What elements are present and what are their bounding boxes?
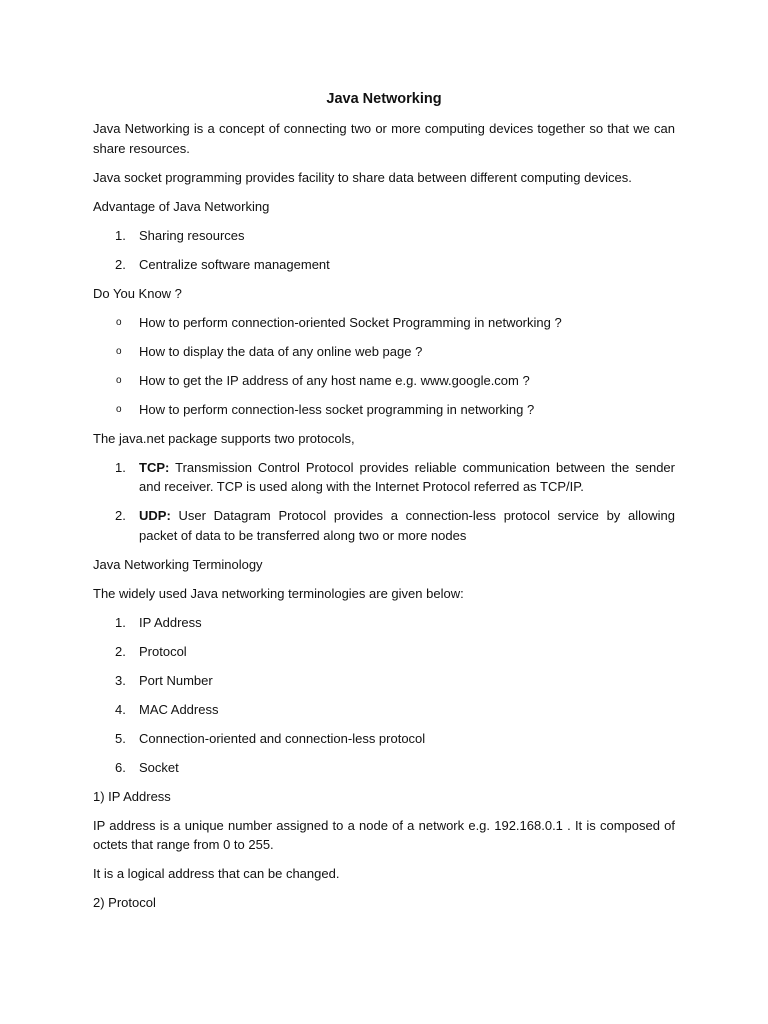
circle-bullet-icon: o — [116, 316, 122, 328]
list-item — [93, 255, 675, 275]
do-you-know-heading: Do You Know ? — [93, 285, 182, 301]
terminology-list — [93, 613, 675, 778]
protocol-description: Transmission Control Protocol provides reliable communication between the sender and receiver. TCP is used along with the Internet Protocol referred as TCP/IP. — [139, 459, 675, 494]
list-number: 6. — [115, 759, 126, 775]
do-you-know-list — [93, 313, 675, 420]
list-item — [93, 758, 675, 778]
list-item — [93, 313, 675, 333]
list-item-text: Protocol — [139, 643, 187, 659]
list-number: 1. — [115, 459, 126, 475]
protocols-intro: The java.net package supports two protocols, — [93, 430, 355, 446]
list-item — [93, 342, 675, 362]
list-item-text: How to display the data of any online web page ? — [139, 343, 423, 359]
terminology-heading: Java Networking Terminology — [93, 556, 263, 572]
terminology-intro: The widely used Java networking terminologies are given below: — [93, 585, 464, 601]
document-content — [93, 89, 675, 922]
protocol-term: TCP: — [139, 459, 170, 475]
list-item-text: How to get the IP address of any host name e.g. www.google.com ? — [139, 372, 530, 388]
list-item-text: How to perform connection-oriented Socket Programming in networking ? — [139, 314, 562, 330]
list-item — [93, 371, 675, 391]
list-item-text: IP Address — [139, 614, 202, 630]
list-number: 2. — [115, 643, 126, 659]
list-item — [93, 400, 675, 420]
circle-bullet-icon: o — [116, 345, 122, 357]
list-item — [93, 226, 675, 246]
list-number: 3. — [115, 672, 126, 688]
list-item — [93, 458, 675, 497]
advantages-heading: Advantage of Java Networking — [93, 198, 270, 214]
list-item — [93, 729, 675, 749]
list-number: 2. — [115, 508, 126, 523]
protocol-term: UDP: — [139, 508, 171, 523]
protocol-heading: 2) Protocol — [93, 895, 156, 910]
list-item-text: MAC Address — [139, 701, 219, 717]
list-item-text: How to perform connection-less socket programming in networking ? — [139, 401, 535, 417]
list-item — [93, 642, 675, 662]
list-item-text: Port Number — [139, 672, 213, 688]
intro-paragraph: Java socket programming provides facility to share data between different computing devices. — [93, 169, 632, 185]
ip-address-paragraph: It is a logical address that can be changed. — [93, 866, 340, 881]
ip-address-paragraph: IP address is a unique number assigned to a node of a network e.g. 192.168.0.1 . It is composed of octets that range from 0 to 255. — [93, 817, 675, 852]
list-number: 1. — [115, 227, 126, 243]
list-item — [93, 506, 675, 545]
advantages-list — [93, 226, 675, 275]
list-item — [93, 700, 675, 720]
list-item — [93, 613, 675, 633]
circle-bullet-icon: o — [116, 374, 122, 386]
protocols-list — [93, 458, 675, 546]
intro-paragraph: Java Networking is a concept of connecting two or more computing devices together so that we can share resources. — [93, 121, 675, 156]
list-number: 5. — [115, 730, 126, 746]
list-item-text: Sharing resources — [139, 227, 245, 243]
list-number: 2. — [115, 256, 126, 272]
page-title: Java Networking — [326, 91, 442, 107]
list-number: 4. — [115, 701, 126, 717]
protocol-description: User Datagram Protocol provides a connection-less protocol service by allowing packet of data to be transferred along two or more nodes — [139, 508, 675, 543]
list-number: 1. — [115, 614, 126, 630]
list-item-text: Socket — [139, 759, 179, 775]
list-item-text: Centralize software management — [139, 256, 330, 272]
list-item — [93, 671, 675, 691]
ip-address-heading: 1) IP Address — [93, 788, 171, 804]
circle-bullet-icon: o — [116, 403, 122, 415]
list-item-text: Connection-oriented and connection-less protocol — [139, 730, 426, 746]
